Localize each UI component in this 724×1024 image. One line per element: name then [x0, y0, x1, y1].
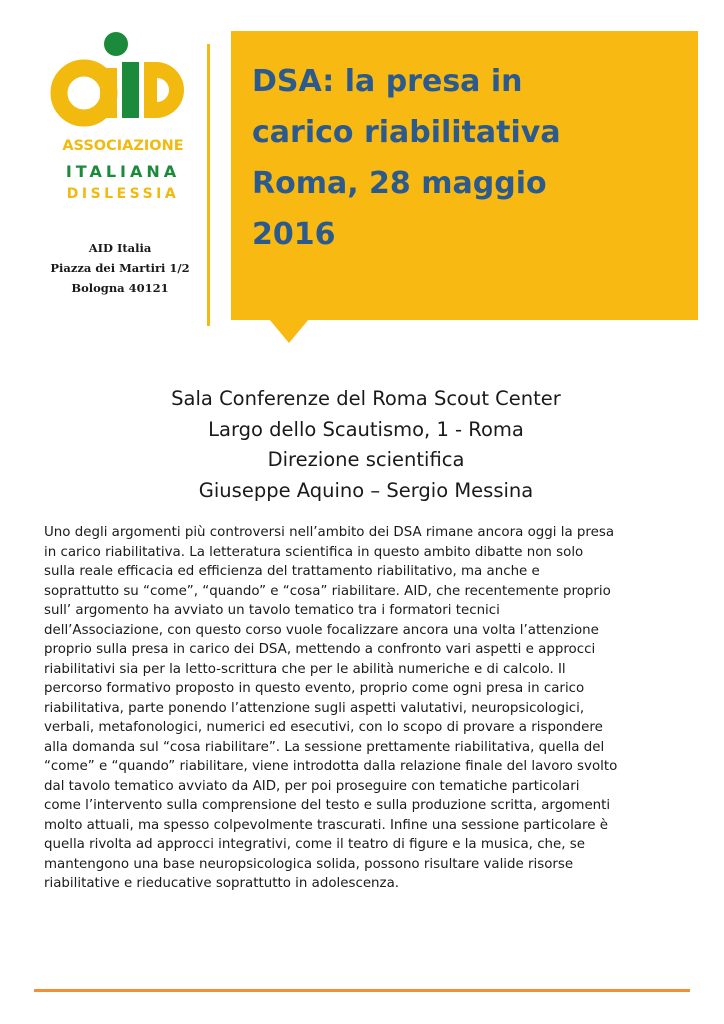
title-line-4: 2016: [252, 217, 336, 252]
paragraph-line: soprattutto su “come”, “quando” e “cosa” riabilitare. AID, che recentemente proprio: [44, 583, 611, 599]
address-org: AID Italia: [88, 241, 152, 255]
address-city: Bologna 40121: [71, 281, 169, 295]
title-line-1: DSA: la presa in: [252, 64, 523, 99]
description-paragraph: [44, 523, 704, 894]
venue-hall: Sala Conferenze del Roma Scout Center: [171, 387, 561, 410]
paragraph-line: riabilitativi sia per la letto-scrittura che per le abilità numeriche e di calcolo. Il: [44, 661, 566, 677]
vertical-divider: [207, 44, 210, 326]
paragraph-line: riabilitativa, parte ponendo l’attenzione sugli aspetti valutativi, neuropsicologici,: [44, 700, 585, 716]
paragraph-line: Uno degli argomenti più controversi nell’ambito dei DSA rimane ancora oggi la presa: [44, 525, 615, 540]
paragraph-line: mantengono una base neuropsicologica solida, possono risultare valide risorse: [44, 856, 574, 872]
address-street: Piazza dei Martiri 1/2: [50, 261, 190, 275]
aid-logo: [48, 26, 198, 206]
logo-letter-i-stem: [122, 62, 139, 118]
aid-logo-mark: [48, 26, 198, 138]
footer-rule: [34, 989, 690, 992]
venue-directors: Giuseppe Aquino – Sergio Messina: [198, 478, 534, 502]
paragraph-line: verbali, metafonologici, numerici ed esecutivi, con lo scopo di provare a rispondere: [44, 720, 603, 735]
title-line-3: Roma, 28 maggio: [252, 166, 547, 201]
paragraph-line: sulla reale efficacia ed efficienza del trattamento riabilitativo, ma anche e: [44, 564, 540, 579]
logo-green-dot: [104, 32, 128, 56]
title-box-pointer: [269, 319, 309, 343]
paragraph-line: molto attuali, ma spesso colpevolmente trascurati. Infine una sessione particolare è: [44, 817, 608, 833]
logo-letter-d: [144, 62, 184, 118]
address-block: [40, 238, 200, 298]
title-line-2: carico riabilitativa: [252, 115, 561, 150]
logo-letter-a-stem: [100, 68, 117, 118]
logo-text-italiana: ITALIANA: [65, 162, 181, 181]
paragraph-line: percorso formativo proposto in questo evento, proprio come ogni presa in carico: [44, 681, 585, 696]
paragraph-line: come l’intervento sulla comprensione del testo e sulla produzione scritta, argomenti: [44, 798, 611, 813]
event-title: [252, 56, 682, 260]
paragraph-line: “come” e “quando” riabilitare, viene introdotta dalla relazione finale del lavoro svolto: [44, 759, 618, 774]
venue-block: [90, 384, 642, 506]
paragraph-line: dal tavolo tematico avviato da AID, per poi proseguire con tematiche particolari: [44, 778, 580, 794]
paragraph-line: quella rivolta ad approcci integrativi, come il teatro di figure e la musica, che, se: [44, 837, 586, 852]
paragraph-line: sull’ argomento ha avviato un tavolo tematico tra i formatori tecnici: [44, 603, 500, 618]
paragraph-line: riabilitative e rieducative soprattutto in adolescenza.: [44, 876, 400, 891]
venue-street: Largo dello Scautismo, 1 - Roma: [208, 417, 524, 441]
paragraph-line: in carico riabilitativa. La letteratura scientifica in questo ambito dibatte non solo: [44, 544, 584, 560]
logo-text-dislessia: DISLESSIA: [66, 186, 180, 202]
logo-text-associazione: ASSOCIAZIONE: [62, 138, 184, 154]
paragraph-line: dell’Associazione, con questo corso vuole focalizzare ancora una volta l’attenzione: [44, 622, 599, 638]
paragraph-line: alla domanda sul “cosa riabilitare”. La sessione prettamente riabilitativa, quella del: [44, 739, 605, 755]
venue-direction-label: Direzione scientifica: [267, 448, 465, 471]
paragraph-line: proprio sulla presa in carico dei DSA, mettendo a confronto vari aspetti e approcci: [44, 642, 596, 657]
